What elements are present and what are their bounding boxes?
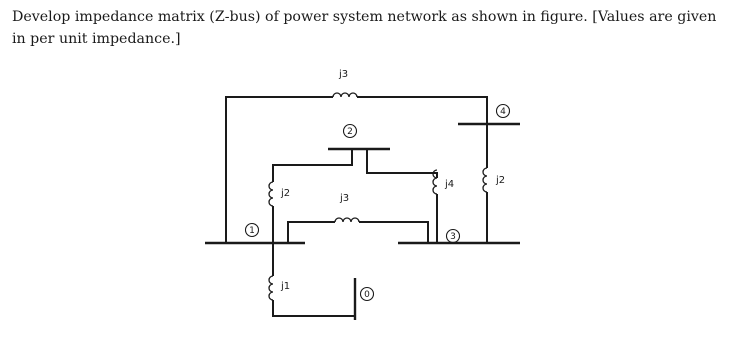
label-z-1-0: j1 [281,281,291,292]
branch-1-2-upper [273,149,352,182]
branch-1-2-coil [269,182,273,206]
label-z-3-4: j2 [496,175,506,186]
bus-3-number: 3 [450,232,456,242]
question-text: Develop impedance matrix (Z-bus) of power system network as shown in figure. [Values are given in per unit impedance.] [12,9,717,47]
label-z-1-4: j3 [339,69,349,80]
branch-1-4-coil [333,93,357,97]
branch-1-0-lower [273,300,355,316]
bus-4-number: 4 [500,107,506,117]
branch-1-0-coil [269,276,273,300]
label-z-2-3: j4 [445,179,455,190]
branch-1-3-left [288,222,335,243]
label-z-1-3: j3 [340,193,350,204]
branch-1-3-right [359,222,428,243]
bus-1-number: 1 [249,226,255,236]
branch-1-3-coil [335,218,359,222]
branch-1-4-right [357,97,487,124]
bus-0-number: 0 [364,290,370,300]
branch-3-4-coil [483,168,487,192]
label-z-1-2: j2 [281,188,291,199]
branch-2-3-upper [367,149,437,178]
bus-2-number: 2 [347,127,353,137]
